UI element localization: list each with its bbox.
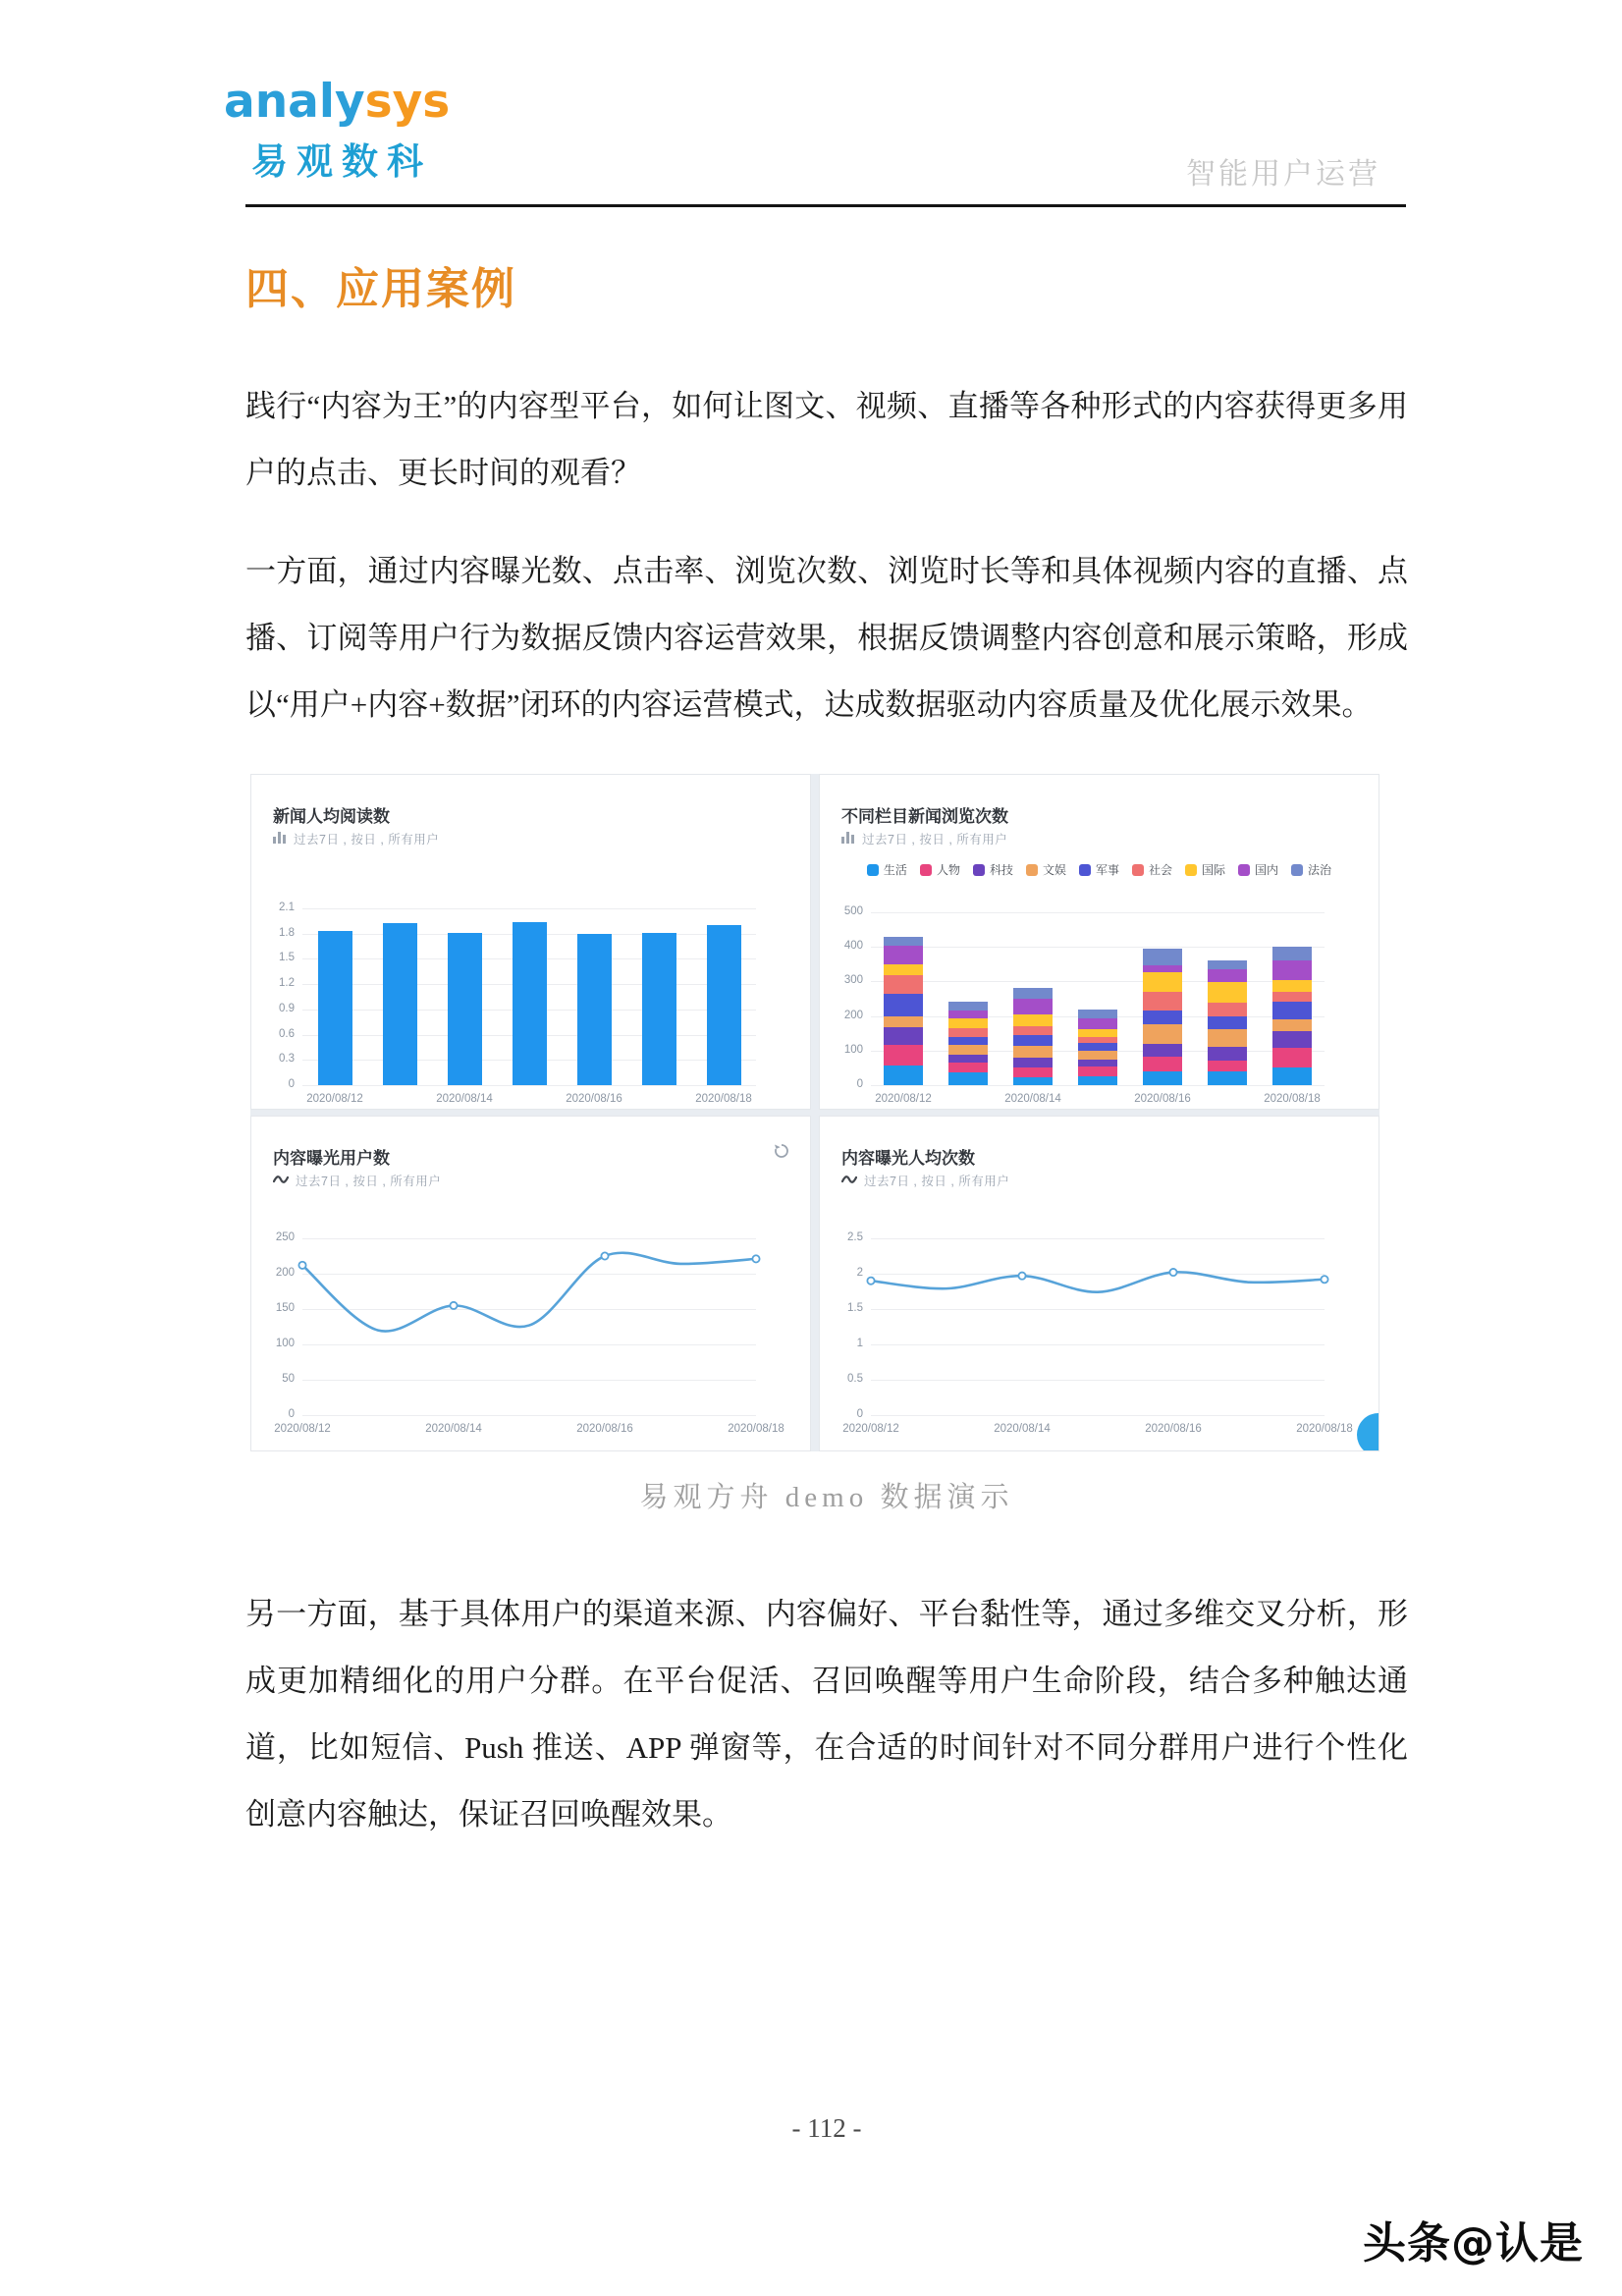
data-point-marker (1018, 1273, 1025, 1280)
header-divider (245, 204, 1406, 207)
data-point-marker (1169, 1269, 1176, 1276)
analysys-logo (224, 77, 450, 185)
x-axis-tick-label: 2020/08/16 (576, 1423, 633, 1435)
stacked-bar-segment-科技 (1143, 1044, 1182, 1057)
stacked-bar-segment-生活 (948, 1072, 988, 1085)
bar-chart-icon (273, 832, 287, 847)
stacked-bar-segment-科技 (1272, 1031, 1312, 1049)
legend-item-人物[interactable] (920, 861, 960, 878)
y-axis-tick-label: 0.5 (847, 1373, 863, 1385)
y-axis-tick-label: 1.8 (279, 926, 295, 939)
stacked-bar-segment-文娱 (1208, 1029, 1247, 1047)
chart-subtitle-text: 过去7日 , 按日 , 所有用户 (862, 833, 1008, 847)
stacked-bar-segment-人物 (1208, 1061, 1247, 1071)
y-axis-tick-label: 0.9 (279, 1002, 295, 1014)
stacked-bar-segment-法治 (1013, 988, 1053, 999)
stacked-bar-segment-科技 (1078, 1060, 1117, 1067)
bar (383, 923, 417, 1085)
x-axis-tick-label: 2020/08/18 (728, 1423, 784, 1435)
stacked-bar-segment-法治 (1143, 949, 1182, 965)
x-axis-tick-label: 2020/08/12 (306, 1093, 363, 1105)
logo-text-blue: analy (224, 75, 365, 129)
y-axis-tick-label: 0 (856, 1078, 863, 1090)
refresh-icon[interactable] (773, 1142, 790, 1160)
y-axis-tick-label: 0 (288, 1408, 295, 1420)
y-axis-tick-label: 200 (843, 1009, 863, 1021)
data-point-marker (450, 1302, 457, 1309)
gridline (302, 1085, 756, 1086)
chart-legend (820, 861, 1379, 878)
x-axis-tick-label: 2020/08/14 (425, 1423, 482, 1435)
chart-plot-area (302, 1238, 756, 1415)
stacked-bar-segment-国际 (948, 1018, 988, 1027)
legend-label: 社会 (1149, 863, 1173, 877)
stacked-bar-segment-文娱 (1272, 1019, 1312, 1031)
y-axis-tick-label: 100 (275, 1338, 295, 1349)
legend-swatch (973, 864, 985, 876)
floating-action-button[interactable] (1357, 1413, 1379, 1451)
x-axis-tick-label: 2020/08/18 (1264, 1093, 1321, 1105)
stacked-bar-segment-人物 (948, 1063, 988, 1071)
chart-title: 新闻人均阅读数 (273, 807, 390, 826)
chart-title: 内容曝光人均次数 (841, 1149, 975, 1168)
stacked-bar-segment-国内 (1143, 965, 1182, 972)
stacked-bar-segment-国内 (1013, 999, 1053, 1014)
x-axis-tick-label: 2020/08/12 (842, 1423, 899, 1435)
legend-item-科技[interactable] (973, 861, 1013, 878)
stacked-bar-segment-社会 (1143, 992, 1182, 1010)
data-point-marker (752, 1255, 759, 1262)
stacked-bar-segment-人物 (1013, 1067, 1053, 1078)
stacked-bar-segment-社会 (948, 1028, 988, 1037)
x-axis-tick-label: 2020/08/14 (436, 1093, 493, 1105)
y-axis-tick-label: 100 (843, 1043, 863, 1056)
y-axis-tick-label: 2.1 (279, 902, 295, 913)
stacked-bar-segment-文娱 (884, 1016, 923, 1027)
stacked-bar-segment-法治 (1078, 1010, 1117, 1018)
paragraph-2: 一方面，通过内容曝光数、点击率、浏览次数、浏览时长等和具体视频内容的直播、点播、订阅等用户行为数据反馈内容运营效果，根据反馈调整内容创意和展示策略，形成以“用户+内容+数据”闭环的内容运营模式，达成数据驱动内容质量及优化展示效果。 (245, 554, 1408, 722)
stacked-bar-segment-人物 (1272, 1048, 1312, 1066)
stacked-bar-segment-军事 (1078, 1043, 1117, 1051)
chart-plot-area (302, 908, 756, 1085)
header-section-label: 智能用户运营 (1186, 158, 1380, 191)
legend-label: 生活 (883, 863, 907, 877)
y-axis-tick-label: 0 (288, 1078, 295, 1090)
gridline (302, 1415, 756, 1416)
gridline (871, 1415, 1325, 1416)
gridline (871, 912, 1325, 913)
y-axis-tick-label: 400 (843, 940, 863, 953)
stacked-bar-segment-军事 (1208, 1016, 1247, 1029)
stacked-bar-segment-人物 (884, 1045, 923, 1066)
bar (318, 931, 352, 1085)
y-axis-tick-label: 1 (856, 1338, 863, 1349)
legend-swatch (1185, 864, 1197, 876)
stacked-bar-segment-军事 (1272, 1002, 1312, 1019)
gridline (871, 947, 1325, 948)
paragraph-3: 另一方面，基于具体用户的渠道来源、内容偏好、平台黏性等，通过多维交叉分析，形成更加精细化的用户分群。在平台促活、召回唤醒等用户生命阶段，结合多种触达通道，比如短信、Push 推送、APP 弹窗等，在合适的时间针对不同分群用户进行个性化创意内容触达，保证召回唤醒效果。 (245, 1597, 1408, 1831)
y-axis-tick-label: 2.5 (847, 1231, 863, 1243)
y-axis-tick-label: 1.5 (847, 1302, 863, 1314)
x-axis-tick-label: 2020/08/12 (875, 1093, 932, 1105)
legend-item-国内[interactable] (1238, 861, 1278, 878)
x-axis-tick-label: 2020/08/14 (994, 1423, 1051, 1435)
line-series (302, 1238, 756, 1415)
legend-swatch (1132, 864, 1144, 876)
stacked-bar-segment-社会 (1208, 1003, 1247, 1016)
stacked-bar-segment-国内 (1208, 969, 1247, 982)
y-axis-tick-label: 0.3 (279, 1053, 295, 1066)
stacked-bar-segment-生活 (1078, 1076, 1117, 1085)
stacked-bar-segment-科技 (1208, 1047, 1247, 1060)
stacked-bar-segment-文娱 (1078, 1051, 1117, 1060)
chart-plot-area (871, 1238, 1325, 1415)
stacked-bar-segment-社会 (1272, 992, 1312, 1003)
legend-item-社会[interactable] (1132, 861, 1172, 878)
stacked-bar-segment-科技 (1013, 1058, 1053, 1067)
stacked-bar-segment-国内 (948, 1011, 988, 1019)
stacked-bar-segment-军事 (948, 1037, 988, 1045)
legend-swatch (1291, 864, 1303, 876)
bar-chart-icon (841, 832, 855, 847)
x-axis-tick-label: 2020/08/12 (274, 1423, 331, 1435)
legend-item-法治[interactable] (1291, 861, 1331, 878)
chart-subtitle (841, 830, 1007, 847)
stacked-bar-segment-国际 (1272, 980, 1312, 992)
chart-subtitle (841, 1172, 1009, 1189)
stacked-bar-segment-生活 (1013, 1077, 1053, 1085)
x-axis-tick-label: 2020/08/16 (1134, 1093, 1191, 1105)
legend-label: 人物 (936, 863, 960, 877)
stacked-bar-segment-文娱 (948, 1045, 988, 1055)
stacked-bar-segment-法治 (1208, 960, 1247, 969)
legend-swatch (1026, 864, 1038, 876)
stacked-bar-segment-法治 (948, 1002, 988, 1010)
legend-swatch (920, 864, 932, 876)
stacked-bar-segment-文娱 (1143, 1024, 1182, 1043)
gridline (871, 1085, 1325, 1086)
stacked-bar-segment-国内 (1272, 960, 1312, 979)
stacked-bar-segment-法治 (884, 937, 923, 946)
figure-caption: 易观方舟 demo 数据演示 (639, 1482, 1014, 1513)
stacked-bar-segment-生活 (1143, 1071, 1182, 1085)
chart-plot-area (871, 912, 1325, 1085)
bar (513, 922, 547, 1085)
stacked-bar-segment-社会 (884, 975, 923, 994)
line-chart-icon (273, 1174, 289, 1187)
stacked-bar-segment-生活 (884, 1066, 923, 1085)
logo-wordmark (224, 77, 450, 128)
stacked-bar-segment-生活 (1272, 1067, 1312, 1085)
gridline (871, 981, 1325, 982)
data-point-marker (298, 1262, 305, 1269)
line-chart-icon (841, 1174, 857, 1187)
y-axis-tick-label: 2 (856, 1267, 863, 1279)
stacked-bar-segment-国际 (1208, 982, 1247, 1002)
data-point-marker (867, 1278, 874, 1285)
legend-item-国际[interactable] (1185, 861, 1225, 878)
stacked-bar-segment-科技 (948, 1055, 988, 1063)
legend-swatch (1238, 864, 1250, 876)
chart-card-views-by-column (819, 774, 1379, 1110)
legend-label: 文娱 (1042, 863, 1066, 877)
legend-swatch (1079, 864, 1091, 876)
chart-card-news-read-per-user (250, 774, 811, 1110)
stacked-bar-segment-军事 (1013, 1035, 1053, 1046)
chart-subtitle-text: 过去7日 , 按日 , 所有用户 (864, 1175, 1010, 1188)
legend-label: 科技 (989, 863, 1013, 877)
x-axis-tick-label: 2020/08/18 (695, 1093, 752, 1105)
y-axis-tick-label: 1.2 (279, 977, 295, 990)
line-series (871, 1238, 1325, 1415)
legend-label: 军事 (1095, 863, 1119, 877)
stacked-bar-segment-军事 (1143, 1011, 1182, 1025)
chart-subtitle (273, 1172, 441, 1189)
x-axis-tick-label: 2020/08/18 (1296, 1423, 1353, 1435)
stacked-bar-segment-社会 (1013, 1026, 1053, 1035)
y-axis-tick-label: 300 (843, 974, 863, 987)
gridline (302, 908, 756, 909)
watermark-text: 头条@认是 (1363, 2218, 1584, 2269)
bar (642, 933, 676, 1085)
legend-label: 国内 (1255, 863, 1279, 877)
y-axis-tick-label: 250 (275, 1231, 295, 1243)
stacked-bar-segment-科技 (884, 1027, 923, 1045)
x-axis-tick-label: 2020/08/16 (566, 1093, 622, 1105)
stacked-bar-segment-国际 (1143, 972, 1182, 992)
stacked-bar-segment-文娱 (1013, 1046, 1053, 1058)
y-axis-tick-label: 50 (282, 1373, 295, 1385)
y-axis-tick-label: 0.6 (279, 1027, 295, 1040)
stacked-bar-segment-军事 (884, 994, 923, 1017)
chart-subtitle-text: 过去7日 , 按日 , 所有用户 (296, 1175, 442, 1188)
bar (448, 933, 482, 1085)
chart-card-exposure-users (250, 1116, 811, 1451)
y-axis-tick-label: 500 (843, 905, 863, 917)
stacked-bar-segment-人物 (1078, 1066, 1117, 1076)
bar (577, 934, 612, 1085)
stacked-bar-segment-法治 (1272, 947, 1312, 961)
data-point-marker (1321, 1276, 1327, 1283)
x-axis-tick-label: 2020/08/14 (1004, 1093, 1061, 1105)
y-axis-tick-label: 1.5 (279, 952, 295, 964)
chart-subtitle (273, 830, 439, 847)
logo-chinese-name: 易观数科 (251, 140, 432, 183)
legend-label: 法治 (1308, 863, 1332, 877)
y-axis-tick-label: 150 (275, 1302, 295, 1314)
y-axis-tick-label: 200 (275, 1267, 295, 1279)
legend-item-文娱[interactable] (1026, 861, 1066, 878)
stacked-bar-segment-生活 (1208, 1071, 1247, 1085)
paragraph-1: 践行“内容为王”的内容型平台，如何让图文、视频、直播等各种形式的内容获得更多用户的点击、更长时间的观看？ (245, 389, 1408, 490)
stacked-bar-segment-国际 (1078, 1029, 1117, 1037)
legend-item-生活[interactable] (867, 861, 907, 878)
analytics-dashboard-screenshot (250, 774, 1379, 1451)
legend-swatch (867, 864, 879, 876)
stacked-bar-segment-社会 (1078, 1037, 1117, 1043)
legend-label: 国际 (1202, 863, 1226, 877)
x-axis-tick-label: 2020/08/16 (1145, 1423, 1202, 1435)
data-point-marker (601, 1252, 608, 1259)
chart-title: 不同栏目新闻浏览次数 (841, 807, 1008, 826)
bar (707, 925, 741, 1085)
legend-item-军事[interactable] (1079, 861, 1119, 878)
stacked-bar-segment-国际 (1013, 1014, 1053, 1026)
logo-text-orange: sys (364, 75, 451, 129)
stacked-bar-segment-国内 (1078, 1018, 1117, 1029)
chart-subtitle-text: 过去7日 , 按日 , 所有用户 (294, 833, 440, 847)
y-axis-tick-label: 0 (856, 1408, 863, 1420)
stacked-bar-segment-国内 (884, 946, 923, 964)
stacked-bar-segment-国际 (884, 964, 923, 975)
chart-title: 内容曝光用户数 (273, 1149, 390, 1168)
stacked-bar-segment-人物 (1143, 1057, 1182, 1071)
page-number: - 112 - (791, 2113, 862, 2143)
chart-card-exposure-per-user (819, 1116, 1379, 1451)
section-heading: 四、应用案例 (245, 265, 516, 313)
